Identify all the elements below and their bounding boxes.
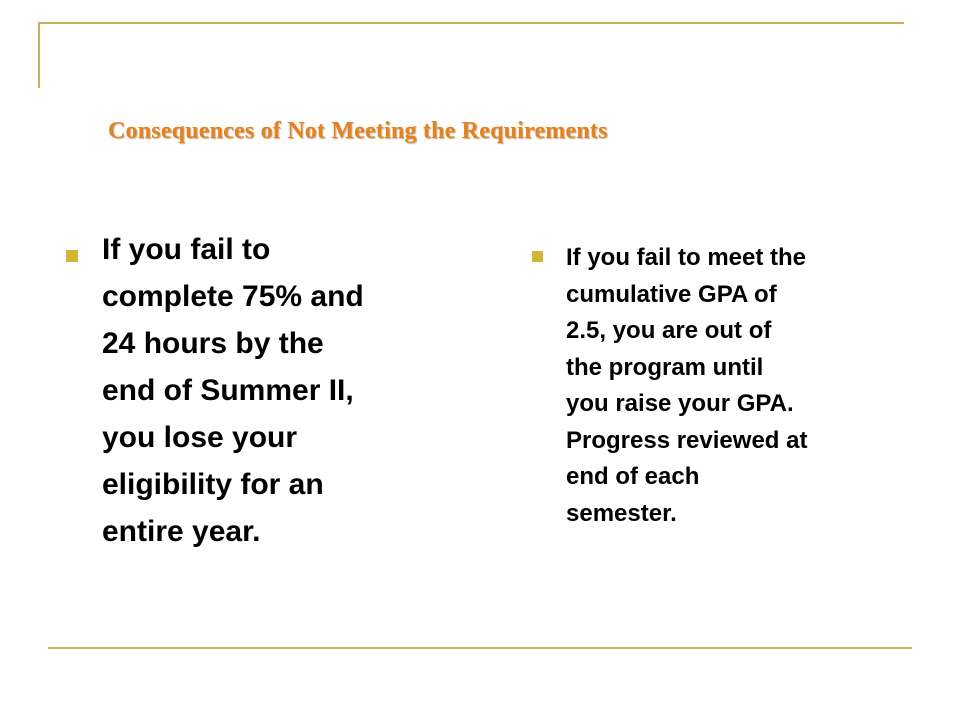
right-bullet-item xyxy=(532,240,932,532)
right-bullet-text: If you fail to meet the cumulative GPA of 2.5, you are out of the program until you raise your GPA. Progress reviewed at end of each semester. xyxy=(566,244,808,527)
left-bullet-text: If you fail to complete 75% and 24 hours by the end of Summer II, you lose your eligibility for an entire year. xyxy=(102,233,364,548)
square-bullet-icon xyxy=(66,250,78,262)
bottom-rule xyxy=(48,647,912,649)
slide-title: Consequences of Not Meeting the Requirements xyxy=(108,118,608,144)
top-rule xyxy=(40,22,904,24)
left-rule xyxy=(38,22,40,88)
square-bullet-icon xyxy=(532,251,543,262)
left-bullet-item xyxy=(66,226,466,555)
